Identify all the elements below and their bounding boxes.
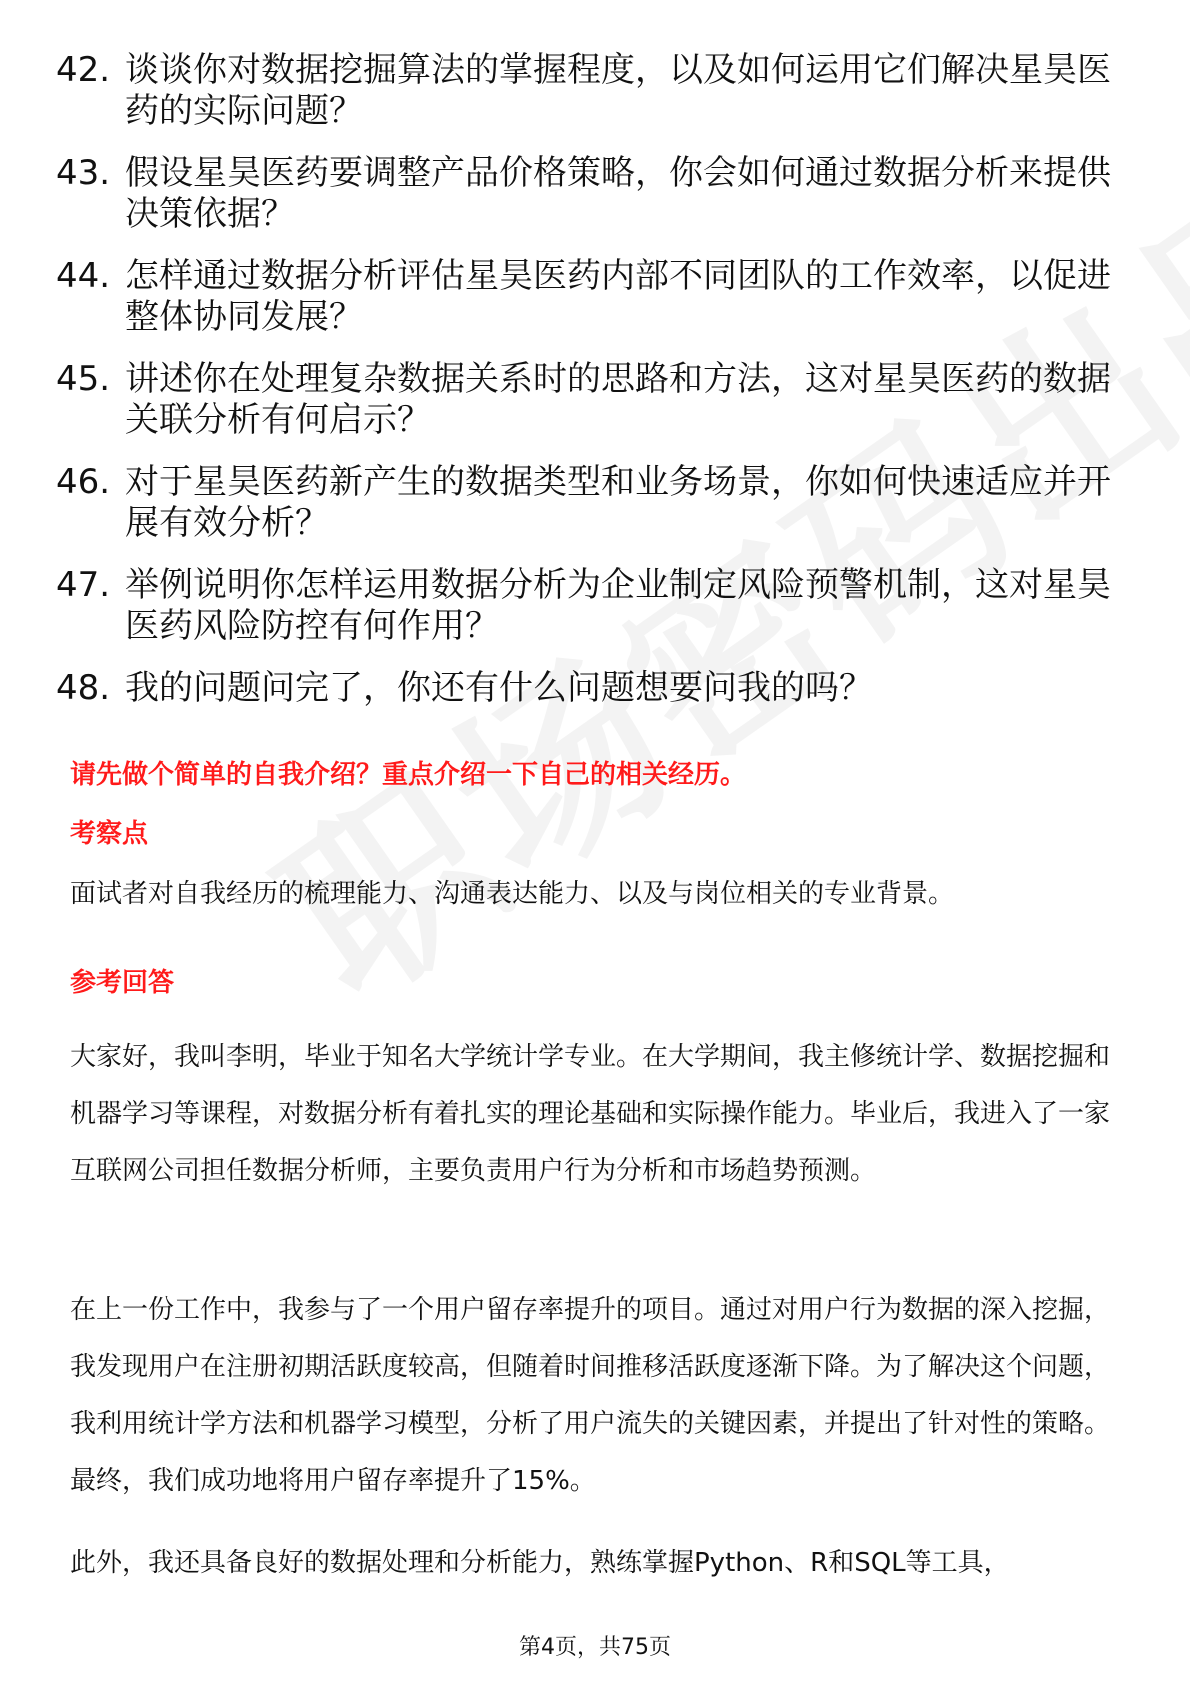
question-text: 讲述你在处理复杂数据关系时的思路和方法，这对星昊医药的数据关联分析有何启示？	[125, 359, 1111, 440]
question-item	[56, 462, 1136, 544]
question-item	[56, 359, 1136, 441]
question-item	[56, 153, 1136, 235]
question-text: 假设星昊医药要调整产品价格策略，你会如何通过数据分析来提供决策依据？	[125, 153, 1111, 234]
question-number: 45.	[56, 359, 111, 399]
question-number: 43.	[56, 153, 111, 193]
question-text: 怎样通过数据分析评估星昊医药内部不同团队的工作效率，以促进整体协同发展？	[125, 256, 1111, 337]
page-footer: 第4页，共75页	[519, 1635, 671, 1660]
question-item	[56, 565, 1136, 647]
question-number: 46.	[56, 462, 111, 502]
question-number: 47.	[56, 565, 111, 605]
question-item	[56, 256, 1136, 338]
question-text: 对于星昊医药新产生的数据类型和业务场景，你如何快速适应并开展有效分析？	[125, 462, 1111, 543]
focus-label: 考察点	[70, 819, 149, 849]
question-number: 48.	[56, 668, 111, 708]
answer-label: 参考回答	[70, 968, 175, 998]
answer-paragraph: 在上一份工作中，我参与了一个用户留存率提升的项目。通过对用户行为数据的深入挖掘，我发现用户在注册初期活跃度较高，但随着时间推移活跃度逐渐下降。为了解决这个问题，我利用统计学方法和机器学习模型，分析了用户流失的关键因素，并提出了针对性的策略。最终，我们成功地将用户留存率提升了15%。	[70, 1295, 1111, 1496]
section-heading: 请先做个简单的自我介绍？重点介绍一下自己的相关经历。	[70, 760, 747, 790]
question-text: 谈谈你对数据挖掘算法的掌握程度，以及如何运用它们解决星昊医药的实际问题？	[125, 50, 1111, 131]
answer-paragraph: 此外，我还具备良好的数据处理和分析能力，熟练掌握Python、R和SQL等工具，	[70, 1548, 1010, 1578]
question-number: 42.	[56, 50, 111, 90]
question-item	[56, 668, 1136, 709]
question-item	[56, 50, 1136, 132]
focus-text: 面试者对自我经历的梳理能力、沟通表达能力、以及与岗位相关的专业背景。	[70, 879, 955, 909]
question-list	[56, 50, 1136, 730]
question-text: 举例说明你怎样运用数据分析为企业制定风险预警机制，这对星昊医药风险防控有何作用？	[125, 565, 1111, 646]
question-text: 我的问题问完了，你还有什么问题想要问我的吗？	[125, 668, 873, 708]
question-number: 44.	[56, 256, 111, 296]
answer-paragraph: 大家好，我叫李明，毕业于知名大学统计学专业。在大学期间，我主修统计学、数据挖掘和机器学习等课程，对数据分析有着扎实的理论基础和实际操作能力。毕业后，我进入了一家互联网公司担任数据分析师，主要负责用户行为分析和市场趋势预测。	[70, 1042, 1111, 1186]
